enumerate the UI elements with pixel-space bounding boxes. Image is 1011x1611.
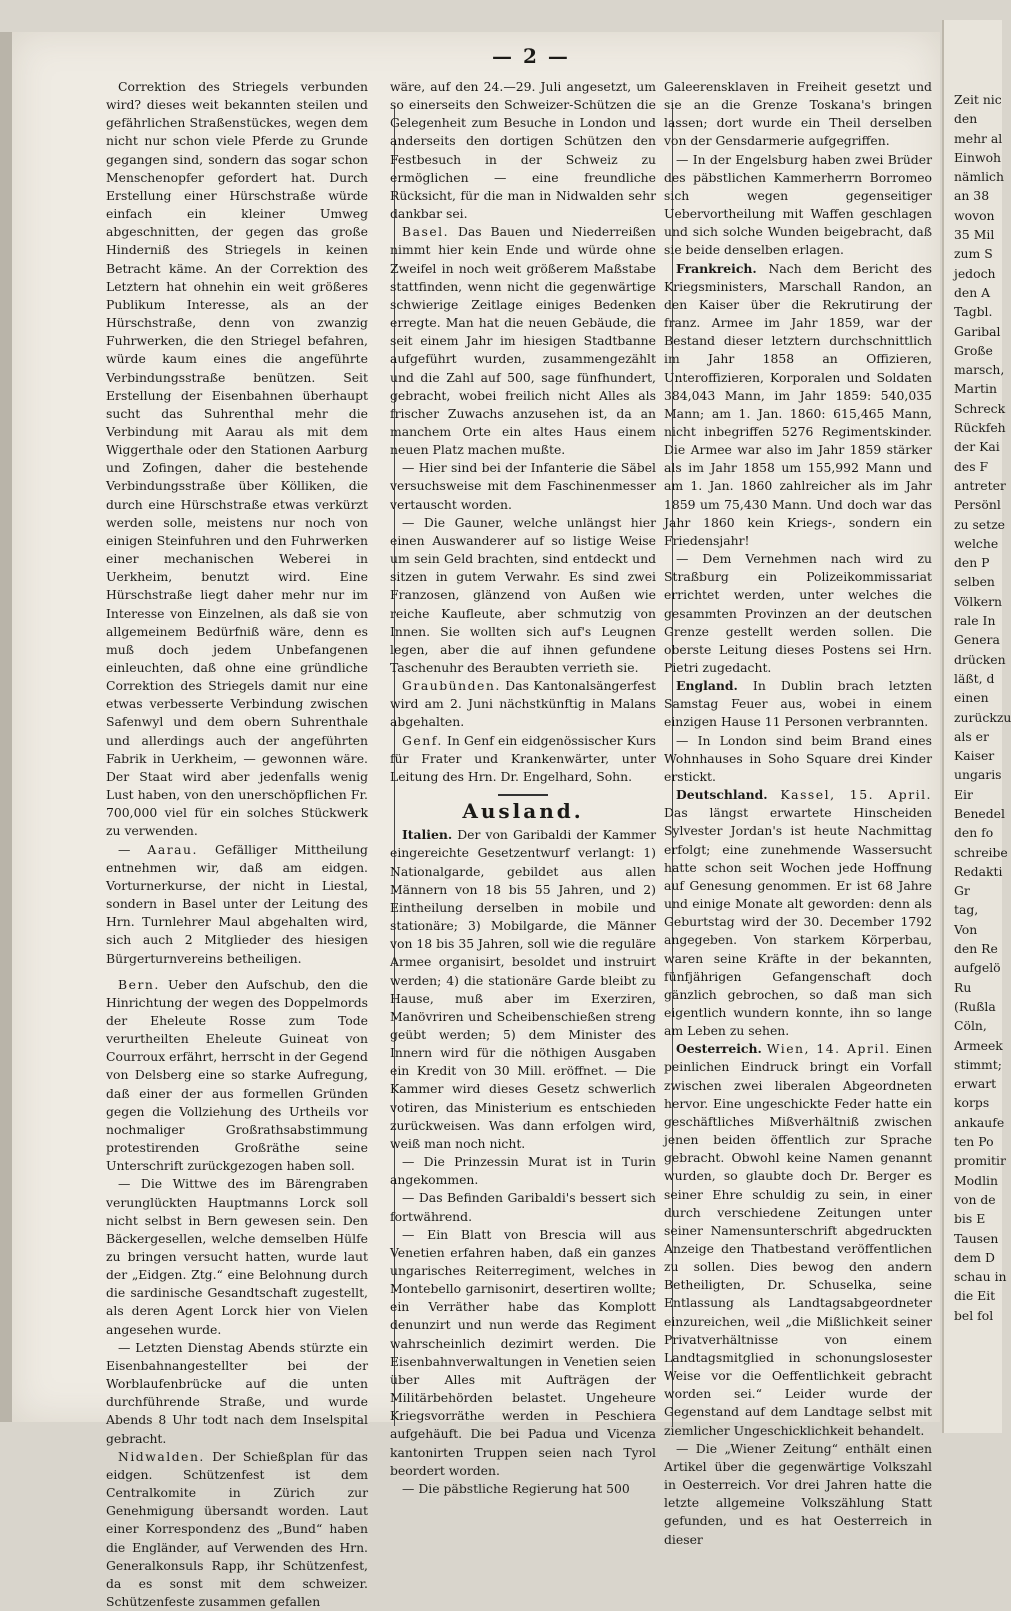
column-2 (390, 78, 656, 1496)
adjacent-page-line: antreter (954, 477, 1006, 493)
adjacent-page-line: Gr (954, 883, 970, 899)
column-1 (106, 78, 368, 1609)
adjacent-page-line: 35 Mil (954, 227, 995, 243)
adjacent-page-line: Tagbl. (954, 304, 993, 320)
adjacent-page-edge (942, 20, 1011, 1433)
adjacent-page-line: nämlich (954, 169, 1004, 185)
adjacent-page-line: als er (954, 728, 989, 744)
newspaper-page (12, 32, 940, 1609)
article-text: Der von Garibaldi der Kammer eingereichte Gesetzentwurf verlangt: 1) Nationalgarde, gebildet aus allen Männern von 18 bis 55 Jahren, und 2) Eintheilung derselben in mobile und stationäre; 3) Mobilgarde, die Männer von 18 bis 35 Jahren, soll wie die reguläre Armee organisirt, besoldet und instruirt werden; 4) die stationäre Garde bleibt zu Hause, muß aber im Exerziren, Manövriren und Scheibenschießen streng geübt werden; 5) dem Minister des Innern wird für die nöthigen Ausgaben ein Kredit von 30 Mill. eröffnet. — Die Kammer wird dieses Gesetz schwerlich votiren, das Ministerium es entschieden zurückweisen. Was dann erfolgen wird, weiß man noch nicht. (390, 827, 656, 1151)
adjacent-page-line: selben (954, 574, 995, 590)
adjacent-page-line: Persönl (954, 497, 1001, 513)
adjacent-page-line: Schreck (954, 400, 1006, 416)
country-heading: England. (676, 678, 738, 694)
adjacent-page-line: welche (954, 535, 999, 551)
article-oesterreich (664, 1040, 932, 1439)
adjacent-page-text (944, 20, 1011, 1325)
adjacent-page-line: von de (954, 1191, 996, 1207)
adjacent-page-line: zu setze (954, 516, 1005, 532)
adjacent-page-line: Zeit nic (954, 92, 1002, 107)
adjacent-page-line: promitir (954, 1153, 1006, 1169)
article-basel-2: — Hier sind bei der Infanterie die Säbel versuchsweise mit dem Faschinenmesser vertauscht worden. (390, 460, 656, 512)
adjacent-page-line: wovon (954, 207, 995, 223)
adjacent-page-line: die Eit (954, 1288, 996, 1304)
article-england (664, 677, 932, 731)
adjacent-page-line: Genera (954, 632, 1000, 648)
adjacent-page-line: an 38 (954, 188, 990, 204)
adjacent-page-line: Tausen (954, 1230, 999, 1246)
adjacent-page-line: Von (954, 921, 978, 937)
article-england-2: — In London sind beim Brand eines Wohnhauses in Soho Square drei Kinder erstickt. (664, 732, 932, 784)
article-italien-2: — Die Prinzessin Murat ist in Turin angekommen. (390, 1154, 656, 1188)
adjacent-page-line: jedoch (954, 265, 996, 281)
adjacent-page-line: bis E (954, 1211, 986, 1227)
adjacent-page-line: Große (954, 342, 993, 358)
adjacent-page-line: stimmt; (954, 1056, 1002, 1072)
place-date: Kassel, 15. April. (780, 787, 932, 803)
adjacent-page-line: erwart (954, 1076, 997, 1092)
article-text: In Dublin brach letzten Samstag Feuer aus, wobei in einem einzigen Hause 11 Personen verbrannten. (664, 678, 932, 730)
article-text: Das Kantonalsängerfest wird am 2. Juni nächstkünftig in Malans abgehalten. (390, 678, 656, 730)
adjacent-page-line: ungaris (954, 767, 1002, 783)
article-text: Das Bauen und Niederreißen nimmt hier kein Ende und würde ohne Zweifel in noch weit größerem Maßstabe stattfinden, wenn nicht die gegenwärtige schwierige Zeitlage einiges Bedenken erregte. Man hat die neuen Gebäude, die seit einem Jahr im hiesigen Stadtbanne aufgeführt wurden, zusammengezählt und die Zahl auf 500, sage fünfhundert, gebracht, wobei freilich nicht Alles als frischer Zuwachs anzusehen ist, da an manchem Orte ein altes Haus einem neuen Platz machen mußte. (390, 224, 656, 458)
adjacent-page-line: der Kai (954, 439, 1000, 455)
place-name: Genf. (402, 732, 443, 748)
article-text: Einen peinlichen Eindruck bringt ein Vorfall zwischen zwei liberalen Abgeordneten hervor. Eine ungeschickte Feder hatte ein geschäftliches Mißverhältniß zwischen jenen beiden öffentlich zur Sprache gebracht. Obwohl keine Namen genannt wurden, so glaubte doch Dr. Berger es seiner Ehre schuldig zu sein, in einer durch verschiedene Zeitungen unter seiner Namensunterschrift abgedruckten Anzeige den Thatbestand veröffentlichen zu sollen. Dies bewog den andern Betheiligten, Dr. Schuselka, seine Entlassung als Landtagsabgeordneter einzureichen, weil „die Mißlichkeit seiner Privatverhältnisse von einem Landtagsmitglied in schonungslosester Weise vor die Oeffentlichkeit gebracht worden sei.“ Leider wurde der Gegenstand auf dem Landtage selbst mit ziemlicher Ungeschicklichkeit behandelt. (664, 1041, 932, 1438)
adjacent-page-line: Einwoh (954, 149, 1002, 165)
adjacent-page-line: bel fol (954, 1307, 994, 1323)
adjacent-page-line: tag, (954, 902, 979, 918)
adjacent-page-line: zurückzu (954, 709, 1011, 725)
article-bern-3: — Letzten Dienstag Abends stürzte ein Eisenbahnangestellter bei der Worblaufenbrücke auf die unten durchführende Straße, und wurde Abends 8 Uhr todt nach dem Inselspital gebracht. (106, 1339, 368, 1446)
article-text: Ueber den Aufschub, den die Hinrichtung der wegen des Doppelmords der Eheleute Rosse zum Tode verurtheilten Eheleute Guineat von Courroux erfährt, herrscht in der Gegend von Delsberg eine so starke Aufregung, daß einer der aus formellen Gründen gegen die Vollziehung des Urtheils vor nochmaliger Großrathsabstimmung protestirenden Großräthe seine Unterschrift zurückgezogen haben soll. (106, 976, 368, 1174)
adjacent-page-line: rale In (954, 613, 996, 629)
adjacent-page-line: mehr al (954, 130, 1003, 146)
book-binding (0, 32, 12, 1422)
article-text: Der Schießplan für das eidgen. Schützenfest ist dem Centralkomite in Zürich zur Genehmigung übersandt worden. Laut einer Korrespondenz des „Bund“ haben die Engländer, auf Verwenden des Hrn. Generalkonsuls Rapp, ihr Schützenfest, da es sonst mit dem schweizer. Schützenfeste zusammen gefallen (106, 1448, 368, 1609)
column-3 (664, 78, 932, 1547)
adjacent-page-line: ankaufe (954, 1114, 1005, 1130)
article-text: In Genf ein eidgenössischer Kurs für Frater und Krankenwärter, unter Leitung des Hrn. Dr. Engelhard, Sohn. (390, 732, 656, 784)
article-genf (390, 732, 656, 786)
adjacent-page-line: dem D (954, 1249, 995, 1265)
adjacent-page-line: schreibe (954, 844, 1008, 860)
article-italien-4: — Ein Blatt von Brescia will aus Venetien erfahren haben, daß ein ganzes ungarisches Reiterregiment, welches in Montebello garnisonirt, desertiren wollte; ein Verräther habe das Komplott denunzirt und nun werde das Regiment wahrscheinlich dezimirt werden. Die Eisenbahnverwaltungen in Venetien seien über Alles mit Aufträgen der Militärbehörden belastet. Ungeheure Kriegsvorräthe werden in Peschiera aufgehäuft. Die bei Padua und Vicenza kantonirten Truppen seien nach Tyrol beordert worden. (390, 1226, 656, 1478)
article-frankreich (664, 260, 932, 551)
article-engelsburg: — In der Engelsburg haben zwei Brüder des päbstlichen Kammerherrn Borromeo sich wegen gegenseitiger Uebervortheilung mit Waffen geschlagen und sich solche Wunden beigebracht, daß sie beide denselben erlagen. (664, 151, 932, 258)
article-graubuenden (390, 677, 656, 731)
adjacent-page-line: Rückfeh (954, 420, 1006, 436)
country-heading: Italien. (402, 827, 453, 843)
adjacent-page-line: des F (954, 458, 989, 474)
adjacent-page-line: Cöln, (954, 1018, 987, 1034)
article-deutschland (664, 786, 932, 1040)
adjacent-page-line: zum S (954, 246, 993, 262)
adjacent-page-line: Armeek (954, 1037, 1003, 1053)
adjacent-page-line: Modlin (954, 1172, 998, 1188)
adjacent-page-line: marsch, (954, 362, 1005, 378)
adjacent-page-line: schau in (954, 1269, 1007, 1285)
country-heading: Deutschland. (676, 787, 768, 803)
adjacent-page-line: Kaiser (954, 748, 995, 764)
article-nidwalden-cont: wäre, auf den 24.—29. Juli angesetzt, um so einerseits den Schweizer-Schützen die Gelegenheit zum Besuche in London und anderseits den dortigen Schützen den Festbesuch in der Schweiz zu ermöglichen — eine freundliche Rücksicht, für die man in Nidwalden sehr dankbar sei. (390, 79, 656, 222)
adjacent-page-line: aufgelö (954, 960, 1001, 976)
adjacent-page-line: Redakti (954, 863, 1003, 879)
adjacent-page-line: den P (954, 555, 990, 571)
adjacent-page-line: den A (954, 284, 991, 300)
adjacent-page-line: den fo (954, 825, 994, 841)
adjacent-page-line: ten Po (954, 1134, 994, 1150)
article-basel (390, 223, 656, 459)
article-oesterreich-2: — Die „Wiener Zeitung“ enthält einen Artikel über die gegenwärtige Volkszahl in Oesterreich. Vor drei Jahren hatte die letzte allgemeine Volkszählung Statt gefunden, und es hat Oesterreich in dieser (664, 1440, 932, 1547)
place-name: Nidwalden. (118, 1448, 205, 1464)
page-number: — 2 — (492, 44, 570, 68)
adjacent-page-line: drücken (954, 651, 1006, 667)
article-text: Nach dem Bericht des Kriegsministers, Marschall Randon, an den Kaiser über die Rekrutirung der franz. Armee im Jahr 1859, war der Bestand dieser letztern durchschnittlich im Jahr 1858 an Offizieren, Unteroffizieren, Korporalen und Soldaten 384,043 Mann, im Jahr 1859: 540,035 Mann; am 1. Jan. 1860: 615,465 Mann, nicht inbegriffen 5276 Regimentskinder. Die Armee war also im Jahr 1859 stärker als im Jahr 1858 um 155,992 Mann und am 1. Jan. 1860 zahlreicher als im Jahr 1859 um 75,430 Mann. Und doch war das Jahr 1860 kein Kriegs-, sondern ein Friedensjahr! (664, 260, 932, 548)
section-heading-ausland: Ausland. (462, 799, 584, 824)
adjacent-page-line: den (954, 111, 978, 127)
article-frankreich-2: — Dem Vernehmen nach wird zu Straßburg ein Polizeikommissariat errichtet werden, unter welches die gesammten Provinzen an der deutschen Grenze gestellt werden sollen. Die oberste Leitung dieses Postens sei Hrn. Pietri zugedacht. (664, 551, 932, 675)
place-name: Bern. (118, 976, 160, 992)
place-name: Aarau. (147, 841, 198, 857)
adjacent-page-line: (Rußla (954, 998, 996, 1014)
article-text: Das längst erwartete Hinscheiden Sylvester Jordan's ist heute Nachmittag erfolgt; eine zunehmende Wassersucht hatte schon seit Wochen jede Hoffnung auf Genesung genommen. Er ist 68 Jahre und einige Monate alt geworden: denn als Geburtstag wird der 30. December 1792 angegeben. Von starkem Körperbau, waren seine Kräfte in der bekannten, fünfjährigen Gefangenschaft doch gänzlich gebrochen, so daß man sich eigentlich wundern konnte, ihn so lange am Leben zu sehen. (664, 805, 932, 1039)
article-italien (390, 826, 656, 1153)
adjacent-page-line: korps (954, 1095, 990, 1111)
adjacent-page-line: Benedel (954, 805, 1005, 821)
adjacent-page-line: Martin (954, 381, 997, 397)
section-divider (498, 794, 548, 796)
country-heading: Oesterreich. (676, 1041, 762, 1057)
adjacent-page-line: den Re (954, 941, 998, 957)
article-basel-3: — Die Gauner, welche unlängst hier einen Auswanderer auf so listige Weise um sein Geld brachten, sind entdeckt und sitzen in gutem Verwahr. Es sind zwei Franzosen, glänzend von Außen wie reiche Kaufleute, aber schmutzig von Innen. Sie wollten sich auf's Leugnen legen, aber die auf ihnen gefundene Taschenuhr des Beraubten verrieth sie. (390, 514, 656, 675)
adjacent-page-line: läßt, d (954, 670, 995, 686)
adjacent-page-line: Garibal (954, 323, 1001, 339)
place-name: Basel. (402, 224, 450, 240)
article-nidwalden (106, 1448, 368, 1611)
article-bern-2: — Die Wittwe des im Bärengraben verunglückten Hauptmanns Lorck soll nicht selbst in Bern gewesen sein. Den Bäckergesellen, welche demselben Hülfe zu bringen versucht hatten, wurde laut der „Eidgen. Ztg.“ eine Belohnung durch die sardinische Gesandtschaft zugestellt, als deren Agent Lorck hier von Vielen angesehen wurde. (106, 1176, 368, 1337)
article-bern (106, 976, 368, 1176)
article-italien-3: — Das Befinden Garibaldi's bessert sich fortwährend. (390, 1190, 656, 1224)
adjacent-page-line: Völkern (954, 593, 1002, 609)
article-striegel: Correktion des Striegels verbunden wird? dieses weit bekannten steilen und gefährlichen Straßenstückes, wegen dem nicht nur schon viele Pferde zu Grunde gegangen sind, sondern das sogar schon Menschenopfer gefordert hat. Durch Erstellung einer Hürschstraße würde einfach ein kleiner Umweg abgeschnitten, der gegen das große Hinderniß des Striegels in keinen Betracht käme. An der Correktion des Letztern hat ohnehin ein weit größeres Publikum Interesse, als an der Hürschstraße, denn von zwanzig Fuhrwerken, die den Striegel befahren, würde kaum eines die angeführte Verbindungsstraße benützen. Seit Erstellung der Eisenbahnen überhaupt sucht das Suhrenthal mehr die Verbindung mit Aarau als mit dem Wiggerthale oder den Stationen Aarburg und Zofingen, daher die bestehende Verbindungsstraße über Kölliken, die durch eine Hürschstraße etwas verkürzt werden solle, meistens nur noch von einigen Steinfuhren und den Fuhrwerken einer mechanischen Weberei in Uerkheim, benutzt wird. Eine Hürschstraße liegt daher mehr nur im Interesse von Einzelnen, als daß sie von allgemeinem Bedürfniß wäre, denn es muß doch jedem Unbefangenen einleuchten, daß ohne eine gründliche Correktion des Striegels damit nur eine etwas verbesserte Verbindung zwischen Safenwyl und dem obern Suhrenthale und allerdings auch der angeführten Fabrik in Uerkheim, — gewonnen wäre. Der Staat wird aber jedenfalls wenig Lust haben, von den unerschöpflichen Fr. 700,000 viel für ein solches Stückwerk zu verwenden. (106, 79, 368, 839)
adjacent-page-line: Ru (954, 979, 972, 995)
article-text: Gefälliger Mittheilung entnehmen wir, daß am eidgen. Vorturnerkurse, der nicht in Liestal, sondern in Basel unter der Leitung des Hrn. Turnlehrer Maul abgehalten wird, sich auch 2 Mitglieder des hiesigen Bürgerturnvereins betheiligen. (106, 841, 368, 966)
article-italien-cont: Galeerensklaven in Freiheit gesetzt und sie an die Grenze Toskana's bringen lassen; dort wurde ein Theil derselben von der Gensdarmerie aufgegriffen. (664, 79, 932, 149)
place-name: Graubünden. (402, 678, 501, 694)
place-date: Wien, 14. April. (766, 1041, 891, 1057)
article-italien-5: — Die päbstliche Regierung hat 500 (402, 1480, 630, 1496)
country-heading: Frankreich. (676, 260, 757, 276)
adjacent-page-line: Eir (954, 786, 973, 802)
article-aarau: — Aarau. Gefälliger Mittheilung entnehmen wir, daß am eidgen. Vorturnerkurse, der nicht in Liestal, sondern in Basel unter der Leitung des Hrn. Turnlehrer Maul abgehalten wird, sich auch 2 Mitglieder des hiesigen Bürgerturnvereins betheiligen. (106, 841, 368, 966)
adjacent-page-line: einen (954, 690, 989, 706)
